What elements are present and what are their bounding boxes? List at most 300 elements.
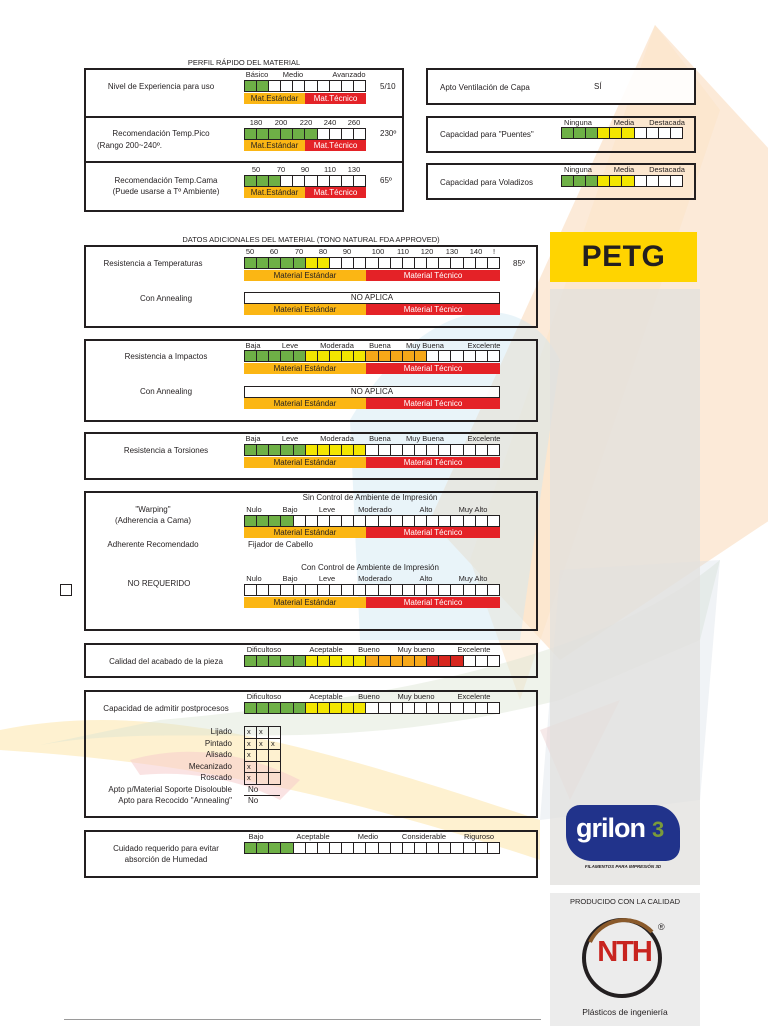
rating-cell bbox=[330, 81, 342, 91]
rating-cell bbox=[379, 258, 391, 268]
rating-cell bbox=[439, 351, 451, 361]
humedad-label: Cuidado requerido para evitar bbox=[113, 844, 219, 853]
temp-pico-bar bbox=[244, 128, 366, 140]
rating-cell bbox=[379, 843, 391, 853]
postprocesos-bar bbox=[244, 702, 500, 714]
registered-mark: ® bbox=[658, 922, 665, 932]
rating-cell bbox=[342, 129, 354, 139]
rating-cell bbox=[476, 516, 488, 526]
rating-cell bbox=[439, 445, 451, 455]
rating-cell bbox=[269, 129, 281, 139]
rating-cell bbox=[281, 129, 293, 139]
pintado-label: Pintado bbox=[204, 739, 232, 748]
rating-cell bbox=[354, 81, 365, 91]
tick-label: 110 bbox=[397, 247, 409, 256]
tick-label: Moderado bbox=[358, 505, 392, 514]
tick-label: Nulo bbox=[246, 574, 262, 583]
grid-cell: x bbox=[257, 739, 269, 751]
rating-cell bbox=[281, 703, 293, 713]
puentes-label: Capacidad para "Puentes" bbox=[440, 130, 534, 139]
band-standard: Material Estándar bbox=[244, 457, 366, 468]
ventilacion-label: Apto Ventilación de Capa bbox=[440, 83, 530, 92]
rating-cell bbox=[464, 843, 476, 853]
rating-cell bbox=[269, 585, 281, 595]
tick-label: Riguroso bbox=[463, 832, 495, 841]
rating-cell bbox=[257, 258, 269, 268]
rating-cell bbox=[342, 351, 354, 361]
rating-cell bbox=[671, 176, 682, 186]
warping-ticks bbox=[244, 505, 500, 515]
band-standard: Material Estándar bbox=[244, 527, 366, 538]
rating-cell bbox=[391, 258, 403, 268]
humedad-bar bbox=[244, 842, 500, 854]
impactos-annealing-no-aplica: NO APLICA bbox=[244, 386, 500, 398]
tick-label: Muy Alto bbox=[458, 505, 488, 514]
rating-cell bbox=[281, 585, 293, 595]
rating-cell bbox=[574, 128, 586, 138]
rating-cell bbox=[671, 128, 682, 138]
soporte-label: Apto p/Material Soporte Disolouble bbox=[108, 785, 232, 794]
acabado-bar bbox=[244, 655, 500, 667]
rating-cell bbox=[366, 516, 378, 526]
rating-cell bbox=[476, 843, 488, 853]
rating-cell bbox=[281, 81, 293, 91]
band-standard: Material Estándar bbox=[244, 304, 366, 315]
tick-label: 140 bbox=[469, 247, 483, 256]
rating-cell bbox=[245, 516, 257, 526]
tick-label: Buena bbox=[369, 341, 391, 350]
temp-cama-value: 65º bbox=[380, 176, 392, 185]
tick-label: 90 bbox=[342, 247, 352, 256]
tick-label: Considerable bbox=[401, 832, 447, 841]
tick-label: 220 bbox=[299, 118, 313, 127]
material-badge: PETG bbox=[550, 232, 697, 282]
rating-cell bbox=[488, 351, 499, 361]
temperaturas-bar bbox=[244, 257, 500, 269]
rating-cell bbox=[403, 656, 415, 666]
rating-cell bbox=[257, 703, 269, 713]
rating-cell bbox=[305, 176, 317, 186]
tick-label: Excelente bbox=[467, 341, 501, 350]
rating-cell bbox=[391, 703, 403, 713]
band-technical: Material Técnico bbox=[366, 398, 500, 409]
temp-pico-band bbox=[244, 140, 366, 151]
tick-label: Medio bbox=[357, 832, 379, 841]
rating-cell bbox=[330, 843, 342, 853]
rating-cell bbox=[562, 176, 574, 186]
tick-label: 110 bbox=[324, 165, 336, 174]
rating-cell bbox=[269, 656, 281, 666]
tick-label: Bajo bbox=[282, 574, 298, 583]
experiencia-band bbox=[244, 93, 366, 104]
rating-cell bbox=[245, 351, 257, 361]
rating-cell bbox=[586, 128, 598, 138]
rating-cell bbox=[294, 258, 306, 268]
tick-label: Muy bueno bbox=[397, 645, 435, 654]
rating-cell bbox=[281, 516, 293, 526]
rating-cell bbox=[488, 585, 499, 595]
puentes-bar bbox=[561, 127, 683, 139]
rating-cell bbox=[245, 445, 257, 455]
tick-label: Moderada bbox=[320, 434, 354, 443]
tick-label: Dificultoso bbox=[246, 692, 282, 701]
band-standard: Material Estándar bbox=[244, 363, 366, 374]
no-requerido-label: NO REQUERIDO bbox=[127, 579, 191, 588]
tick-label: 70 bbox=[294, 247, 304, 256]
band-standard: Material Estándar bbox=[244, 398, 366, 409]
rating-cell bbox=[366, 656, 378, 666]
rating-cell bbox=[294, 351, 306, 361]
rating-cell bbox=[318, 585, 330, 595]
rating-cell bbox=[245, 81, 257, 91]
temperaturas-annealing-label: Con Annealing bbox=[139, 294, 193, 303]
rating-cell bbox=[476, 258, 488, 268]
tick-label: Muy bueno bbox=[397, 692, 435, 701]
rating-cell bbox=[318, 81, 330, 91]
lijado-label: Lijado bbox=[210, 727, 232, 736]
band-technical: Material Técnico bbox=[366, 270, 500, 281]
rating-cell bbox=[451, 258, 463, 268]
rating-cell bbox=[318, 703, 330, 713]
postprocesos-grid bbox=[244, 726, 281, 785]
rating-cell bbox=[293, 81, 305, 91]
torsiones-ticks bbox=[244, 434, 500, 444]
rating-cell bbox=[281, 445, 293, 455]
rating-cell bbox=[330, 585, 342, 595]
tick-label: 260 bbox=[347, 118, 361, 127]
grid-cell: x bbox=[269, 739, 281, 751]
tick-label: Bueno bbox=[358, 692, 380, 701]
temp-cama-bar bbox=[244, 175, 366, 187]
rating-cell bbox=[354, 843, 366, 853]
rating-cell bbox=[245, 258, 257, 268]
grid-cell bbox=[269, 773, 281, 785]
rating-cell bbox=[245, 656, 257, 666]
ventilacion-value: SÍ bbox=[594, 82, 602, 91]
rating-cell bbox=[330, 351, 342, 361]
rating-cell bbox=[269, 258, 281, 268]
tick-label: 90 bbox=[300, 165, 310, 174]
rating-cell bbox=[257, 843, 269, 853]
rating-cell bbox=[354, 445, 366, 455]
band-technical: Material Técnico bbox=[366, 457, 500, 468]
tick-label: Bueno bbox=[358, 645, 380, 654]
rating-cell bbox=[281, 258, 293, 268]
soporte-value: No bbox=[248, 785, 259, 794]
tick-label: 100 bbox=[371, 247, 385, 256]
rating-cell bbox=[318, 843, 330, 853]
tick-label: Aceptable bbox=[309, 692, 343, 701]
rating-cell bbox=[294, 656, 306, 666]
grid-cell: x bbox=[245, 727, 257, 739]
rating-cell bbox=[464, 445, 476, 455]
tick-label: Nulo bbox=[246, 505, 262, 514]
temperaturas-annealing-band bbox=[244, 304, 500, 315]
rating-cell bbox=[635, 128, 647, 138]
warping-label: "Warping" bbox=[135, 505, 171, 514]
tick-label: 130 bbox=[445, 247, 459, 256]
tick-label: Excelente bbox=[467, 434, 501, 443]
recocido-value: No bbox=[248, 796, 259, 805]
warping-con-control-band bbox=[244, 597, 500, 608]
rating-cell bbox=[379, 445, 391, 455]
rating-cell bbox=[269, 176, 281, 186]
band-technical: Mat.Técnico bbox=[305, 93, 366, 104]
rating-cell bbox=[318, 129, 330, 139]
rating-cell bbox=[342, 445, 354, 455]
tick-label: Ninguna bbox=[564, 165, 592, 174]
rating-cell bbox=[586, 176, 598, 186]
rating-cell bbox=[342, 703, 354, 713]
tick-label: Muy Alto bbox=[458, 574, 488, 583]
tick-label: Leve bbox=[318, 505, 336, 514]
tick-label: 240 bbox=[323, 118, 337, 127]
tick-label: Avanzado bbox=[332, 70, 366, 79]
rating-cell bbox=[488, 703, 499, 713]
recocido-label: Apto para Recocido "Annealing" bbox=[118, 796, 232, 805]
grid-cell bbox=[269, 762, 281, 774]
rating-cell bbox=[294, 703, 306, 713]
rating-cell bbox=[269, 843, 281, 853]
rating-cell bbox=[293, 176, 305, 186]
rating-cell bbox=[451, 351, 463, 361]
rating-cell bbox=[342, 81, 354, 91]
rating-cell bbox=[622, 128, 634, 138]
rating-cell bbox=[330, 176, 342, 186]
rating-cell bbox=[476, 445, 488, 455]
rating-cell bbox=[427, 445, 439, 455]
tick-label: Leve bbox=[281, 341, 299, 350]
torsiones-band bbox=[244, 457, 500, 468]
experiencia-label: Nivel de Experiencia para uso bbox=[107, 82, 215, 91]
rating-cell bbox=[439, 703, 451, 713]
grilon-logo-text: grilon bbox=[576, 813, 645, 843]
warping-sin-control-title: Sin Control de Ambiente de Impresión bbox=[302, 493, 438, 502]
rating-cell bbox=[318, 351, 330, 361]
tick-label: 200 bbox=[274, 118, 288, 127]
rating-cell bbox=[257, 516, 269, 526]
rating-cell bbox=[451, 656, 463, 666]
rating-cell bbox=[366, 351, 378, 361]
rating-cell bbox=[403, 258, 415, 268]
rating-cell bbox=[391, 843, 403, 853]
datos-title: DATOS ADICIONALES DEL MATERIAL (TONO NATURAL FDA APPROVED) bbox=[182, 235, 440, 244]
mecanizado-label: Mecanizado bbox=[188, 762, 232, 771]
band-technical: Mat.Técnico bbox=[305, 187, 366, 198]
temperaturas-value: 85º bbox=[513, 259, 525, 268]
rating-cell bbox=[562, 128, 574, 138]
divider bbox=[84, 161, 404, 163]
rating-cell bbox=[439, 585, 451, 595]
tick-label: Baja bbox=[245, 341, 261, 350]
nth-tagline: Plásticos de ingeniería bbox=[582, 1007, 668, 1017]
rating-cell bbox=[403, 703, 415, 713]
rating-cell bbox=[659, 128, 671, 138]
rating-cell bbox=[427, 703, 439, 713]
temperaturas-band bbox=[244, 270, 500, 281]
rating-cell bbox=[366, 258, 378, 268]
rating-cell bbox=[318, 176, 330, 186]
rating-cell bbox=[269, 81, 281, 91]
rating-cell bbox=[464, 516, 476, 526]
band-standard: Mat.Estándar bbox=[244, 93, 305, 104]
nth-logo-letters: NTH bbox=[597, 936, 651, 968]
tick-label: 70 bbox=[276, 165, 286, 174]
rating-cell bbox=[403, 516, 415, 526]
rating-cell bbox=[294, 843, 306, 853]
rating-cell bbox=[427, 516, 439, 526]
rating-cell bbox=[366, 843, 378, 853]
rating-cell bbox=[330, 445, 342, 455]
postprocesos-label: Capacidad de admitir postprocesos bbox=[103, 704, 229, 713]
rating-cell bbox=[269, 703, 281, 713]
rating-cell bbox=[342, 258, 354, 268]
rating-cell bbox=[622, 176, 634, 186]
rating-cell bbox=[294, 585, 306, 595]
tick-label: ! bbox=[492, 247, 496, 256]
rating-cell bbox=[245, 843, 257, 853]
rating-cell bbox=[659, 176, 671, 186]
rating-cell bbox=[427, 843, 439, 853]
rating-cell bbox=[342, 656, 354, 666]
temp-pico-ticks bbox=[244, 118, 366, 128]
rating-cell bbox=[439, 656, 451, 666]
rating-cell bbox=[354, 176, 365, 186]
grid-cell bbox=[257, 750, 269, 762]
rating-cell bbox=[305, 129, 317, 139]
rating-cell bbox=[306, 656, 318, 666]
rating-cell bbox=[415, 585, 427, 595]
rating-cell bbox=[488, 656, 499, 666]
temperaturas-ticks bbox=[244, 247, 500, 257]
experiencia-bar bbox=[244, 80, 366, 92]
rating-cell bbox=[403, 843, 415, 853]
rating-cell bbox=[647, 176, 659, 186]
acabado-ticks bbox=[244, 645, 500, 655]
voladizos-ticks bbox=[561, 165, 683, 175]
experiencia-ticks bbox=[244, 70, 366, 80]
rating-cell bbox=[415, 351, 427, 361]
rating-cell bbox=[318, 258, 330, 268]
rating-cell bbox=[366, 445, 378, 455]
rating-cell bbox=[635, 176, 647, 186]
tick-label: Destacada bbox=[649, 118, 685, 127]
rating-cell bbox=[464, 351, 476, 361]
rating-cell bbox=[391, 656, 403, 666]
voladizos-label: Capacidad para Voladizos bbox=[440, 178, 533, 187]
rating-cell bbox=[415, 516, 427, 526]
rating-cell bbox=[574, 176, 586, 186]
rating-cell bbox=[305, 81, 317, 91]
temp-cama-label: Recomendación Temp.Cama bbox=[114, 176, 218, 185]
tick-label: Excelente bbox=[457, 645, 491, 654]
impactos-annealing-label: Con Annealing bbox=[139, 387, 193, 396]
rating-cell bbox=[451, 585, 463, 595]
rating-cell bbox=[306, 351, 318, 361]
tick-label: Básico bbox=[245, 70, 269, 79]
impactos-band bbox=[244, 363, 500, 374]
rating-cell bbox=[598, 128, 610, 138]
rating-cell bbox=[257, 176, 269, 186]
tick-label: Moderada bbox=[320, 341, 354, 350]
rating-cell bbox=[379, 703, 391, 713]
tick-label: 180 bbox=[249, 118, 263, 127]
rating-cell bbox=[354, 656, 366, 666]
rating-cell bbox=[403, 585, 415, 595]
band-standard: Mat.Estándar bbox=[244, 140, 305, 151]
alisado-label: Alisado bbox=[205, 750, 232, 759]
rating-cell bbox=[439, 258, 451, 268]
tick-label: Aceptable bbox=[309, 645, 343, 654]
rating-cell bbox=[354, 351, 366, 361]
band-technical: Mat.Técnico bbox=[305, 140, 366, 151]
rating-cell bbox=[257, 585, 269, 595]
rating-cell bbox=[403, 351, 415, 361]
rating-cell bbox=[306, 703, 318, 713]
rating-cell bbox=[281, 656, 293, 666]
rating-cell bbox=[306, 258, 318, 268]
temp-pico-label: Recomendación Temp.Pico bbox=[112, 129, 210, 138]
warping-con-control-title: Con Control de Ambiente de Impresión bbox=[301, 563, 439, 572]
rating-cell bbox=[427, 585, 439, 595]
temp-cama-band bbox=[244, 187, 366, 198]
rating-cell bbox=[342, 843, 354, 853]
no-requerido-checkbox[interactable] bbox=[60, 584, 72, 596]
tick-label: Bajo bbox=[282, 505, 298, 514]
temp-cama-sublabel: (Puede usarse a Tº Ambiente) bbox=[112, 187, 220, 196]
tick-label: Alto bbox=[419, 574, 433, 583]
rating-cell bbox=[257, 81, 269, 91]
impactos-annealing-band bbox=[244, 398, 500, 409]
rating-cell bbox=[415, 258, 427, 268]
grid-cell bbox=[257, 773, 269, 785]
tick-label: Ninguna bbox=[564, 118, 592, 127]
tick-label: Baja bbox=[245, 434, 261, 443]
rating-cell bbox=[415, 445, 427, 455]
tick-label: Destacada bbox=[649, 165, 685, 174]
postprocesos-ticks bbox=[244, 692, 500, 702]
rating-cell bbox=[427, 351, 439, 361]
rating-cell bbox=[476, 656, 488, 666]
band-standard: Material Estándar bbox=[244, 597, 366, 608]
rating-cell bbox=[415, 843, 427, 853]
tick-label: Leve bbox=[281, 434, 299, 443]
rating-cell bbox=[379, 351, 391, 361]
tick-label: Media bbox=[613, 118, 635, 127]
tick-label: 120 bbox=[420, 247, 434, 256]
acabado-label: Calidad del acabado de la pieza bbox=[109, 657, 223, 666]
rating-cell bbox=[293, 129, 305, 139]
band-technical: Material Técnico bbox=[366, 597, 500, 608]
band-standard: Mat.Estándar bbox=[244, 187, 305, 198]
grilon-tagline: FILAMENTOS PARA IMPRESIÓN 3D bbox=[584, 864, 662, 869]
rating-cell bbox=[391, 585, 403, 595]
nth-logo-text bbox=[588, 936, 660, 969]
warping-sin-control-band bbox=[244, 527, 500, 538]
tick-label: 60 bbox=[269, 247, 279, 256]
tick-label: 50 bbox=[251, 165, 261, 174]
temperaturas-label: Resistencia a Temperaturas bbox=[103, 259, 203, 268]
rating-cell bbox=[379, 585, 391, 595]
tick-label: 130 bbox=[347, 165, 361, 174]
rating-cell bbox=[245, 703, 257, 713]
rating-cell bbox=[415, 703, 427, 713]
rating-cell bbox=[281, 176, 293, 186]
rating-cell bbox=[415, 656, 427, 666]
rating-cell bbox=[306, 516, 318, 526]
rating-cell bbox=[476, 703, 488, 713]
grid-cell: x bbox=[245, 762, 257, 774]
